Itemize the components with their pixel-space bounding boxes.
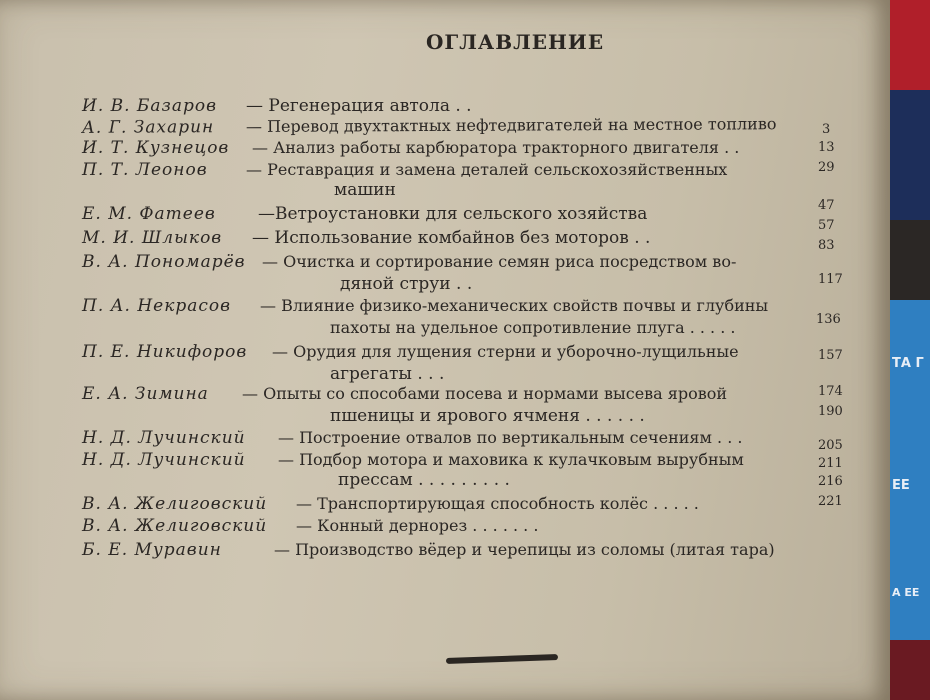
toc-entry: [0, 228, 860, 250]
toc-author: И. Т. Кузнецов: [82, 138, 230, 158]
toc-author: И. В. Базаров: [82, 96, 217, 116]
toc-title: — Производство вёдер и черепицы из соломы (литая тара): [274, 540, 775, 559]
toc-author: В. А. Желиговский: [82, 494, 268, 514]
dark-book-edge: [890, 220, 930, 300]
toc-page-number: 3: [822, 122, 831, 137]
toc-title: — Орудия для лущения стерни и уборочно-лущильные: [272, 342, 739, 361]
end-ornament-dash: [446, 654, 558, 664]
book-cover-label: ТА Г: [892, 356, 924, 371]
book-cover-label: ЕЕ: [892, 478, 910, 493]
toc-author: Н. Д. Лучинский: [82, 450, 246, 470]
maroon-book-edge: [890, 640, 930, 700]
toc-page-number: 205: [818, 438, 843, 453]
page-title: ОГЛАВЛЕНИЕ: [426, 30, 605, 54]
toc-title-continuation: пшеницы и ярового ячменя . . . . . .: [330, 406, 645, 426]
toc-page-number: 174: [818, 384, 843, 399]
red-book-edge: [890, 0, 930, 90]
toc-title: — Влияние физико-механических свойств почвы и глубины: [260, 296, 769, 315]
toc-author: Е. М. Фатеев: [82, 204, 216, 224]
toc-entry: [0, 138, 860, 160]
toc-entry: [0, 516, 860, 538]
toc-author: П. А. Некрасов: [82, 296, 232, 316]
toc-author: П. Т. Леонов: [82, 160, 208, 180]
toc-page-number: 57: [818, 218, 835, 233]
toc-title-continuation: пахоты на удельное сопротивление плуга . . . . .: [330, 318, 736, 337]
toc-title: —Ветроустановки для сельского хозяйства: [258, 204, 648, 224]
toc-title: — Опыты со способами посева и нормами высева яровой: [242, 384, 728, 403]
toc-page-number: 190: [818, 404, 843, 419]
toc-entry: [0, 160, 860, 200]
toc-entry: [0, 114, 860, 141]
toc-title: — Реставрация и замена деталей сельскохозяйственных: [246, 160, 728, 179]
toc-author: А. Г. Захарин: [81, 117, 215, 138]
toc-title: — Конный дернорез . . . . . . .: [296, 516, 539, 535]
toc-author: В. А. Пономарёв: [82, 252, 246, 272]
toc-page-number: 136: [816, 312, 841, 327]
toc-author: М. И. Шлыков: [82, 228, 223, 248]
toc-author: В. А. Желиговский: [82, 516, 268, 536]
toc-title: — Транспортирующая способность колёс . . . . .: [296, 494, 699, 513]
toc-title: — Очистка и сортирование семян риса посредством во-: [262, 252, 737, 271]
toc-entry: [0, 204, 860, 226]
toc-title: — Построение отвалов по вертикальным сечениям . . .: [278, 428, 743, 447]
toc-page-number: 29: [818, 160, 835, 175]
book-cover-label: А ЕЕ: [892, 586, 920, 599]
toc-page-number: 13: [818, 140, 835, 155]
toc-author: Н. Д. Лучинский: [82, 428, 246, 448]
toc-title: — Подбор мотора и маховика к кулачковым вырубным: [278, 450, 744, 469]
toc-author: Б. Е. Муравин: [82, 540, 222, 560]
toc-entry: [0, 494, 860, 516]
background-books: [890, 0, 930, 700]
toc-page-number: 157: [818, 348, 843, 363]
toc-page-number: 216: [818, 474, 843, 489]
toc-author: П. Е. Никифоров: [82, 342, 248, 362]
toc-title: — Перевод двухтактных нефтедвигателей на местное топливо: [245, 114, 777, 136]
toc-title-continuation: машин: [334, 180, 396, 200]
toc-author: Е. А. Зимина: [82, 384, 209, 404]
toc-title-continuation: дяной струи . .: [340, 274, 473, 294]
toc-title-continuation: агрегаты . . .: [330, 364, 445, 384]
toc-page-number: 221: [818, 494, 843, 509]
toc-page-number: 211: [818, 456, 843, 471]
navy-book-edge: [890, 90, 930, 220]
toc-page-number: 83: [818, 238, 835, 253]
toc-entry: [0, 540, 860, 562]
toc-title-continuation: прессам . . . . . . . . .: [338, 470, 510, 490]
toc-page-number: 117: [818, 272, 843, 287]
toc-title: — Регенерация автола . .: [246, 96, 472, 116]
toc-title: — Анализ работы карбюратора тракторного двигателя . .: [252, 138, 740, 157]
toc-title: — Использование комбайнов без моторов . .: [252, 228, 651, 248]
toc-entry: [0, 342, 860, 384]
toc-entry: [0, 428, 860, 450]
toc-page-number: 47: [818, 198, 835, 213]
